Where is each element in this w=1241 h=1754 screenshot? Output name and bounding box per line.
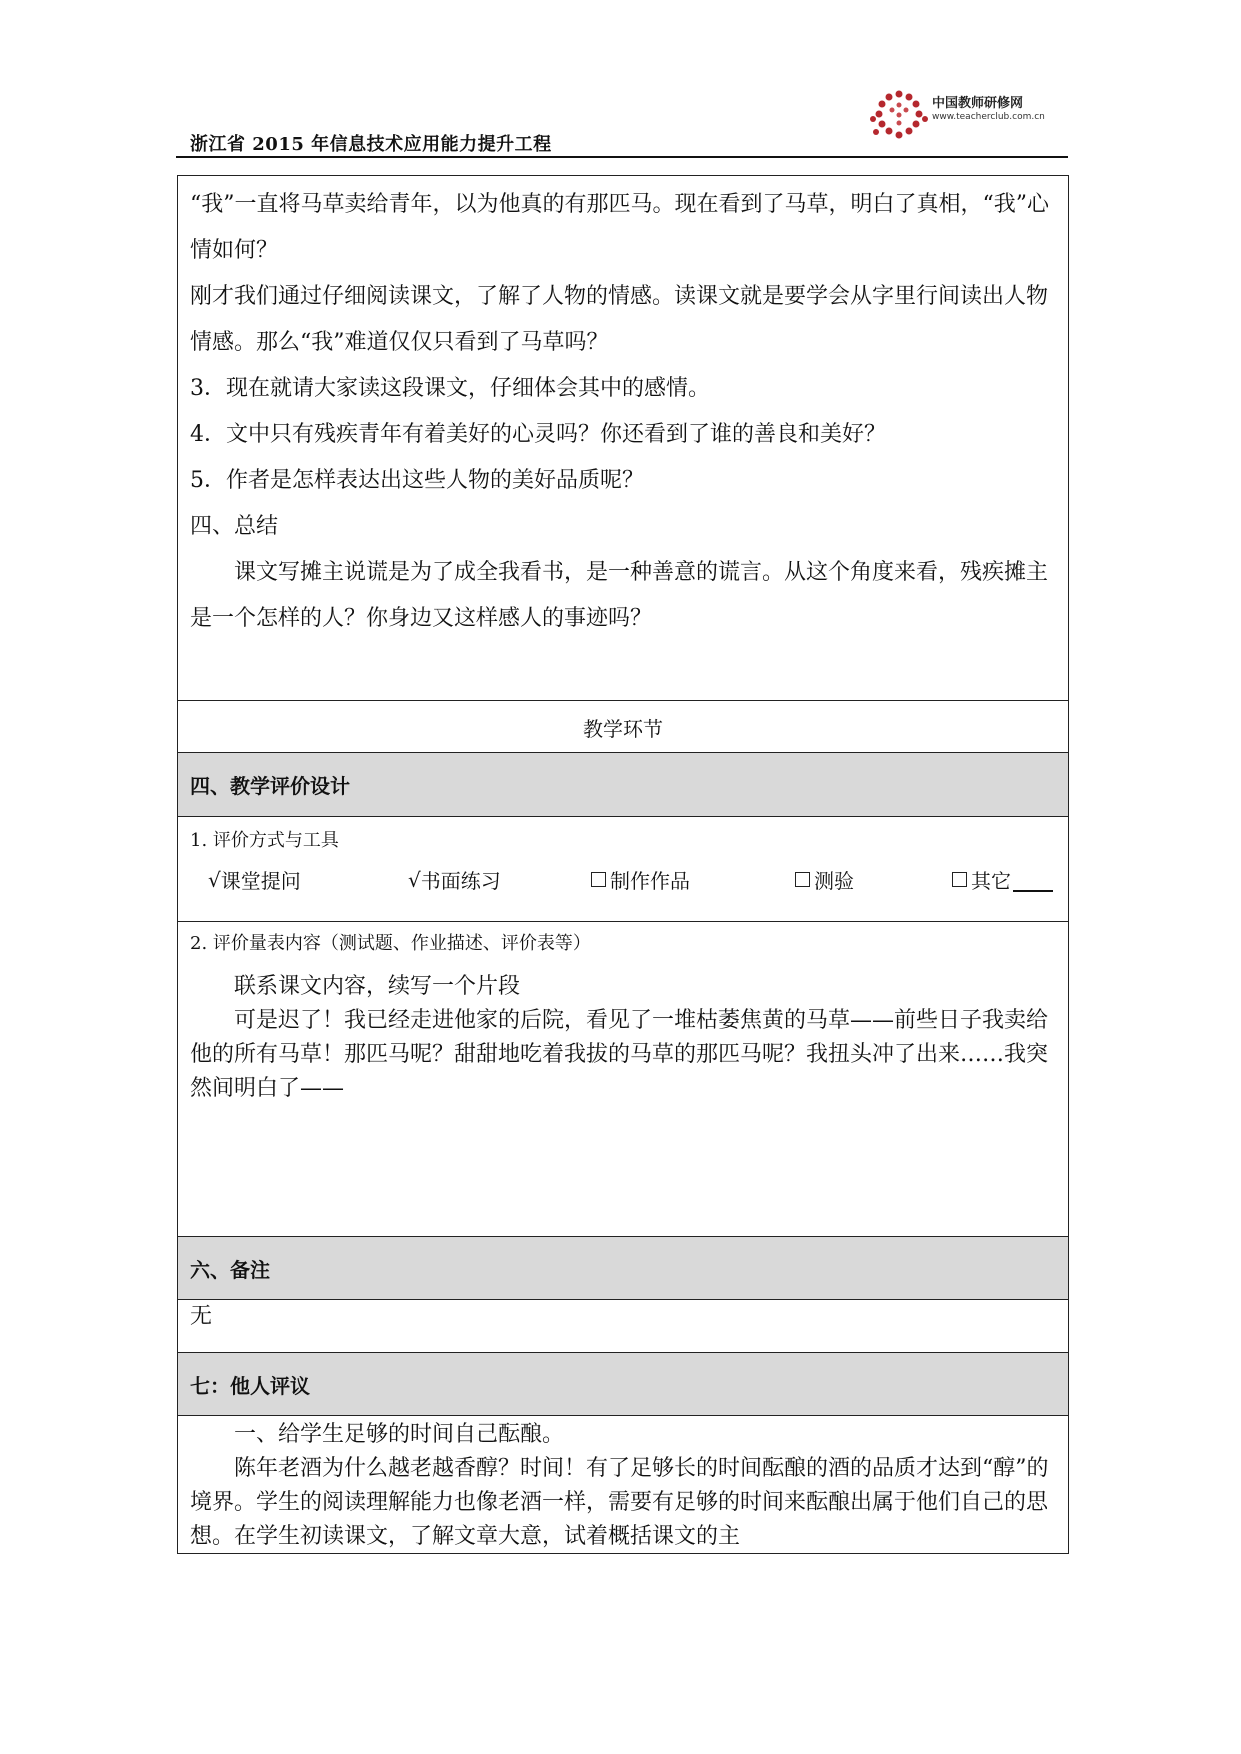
evaluation-scale-cell xyxy=(178,921,1068,1236)
content-heading: 四、总结 xyxy=(190,514,279,539)
comment-paragraph: 陈年老酒为什么越老越香醇？时间！有了足够长的时间酝酿的酒的品质才达到“醇”的境界。学生的阅读理解能力也像老酒一样，需要有足够的时间来酝酿出属于他们自己的思想。在学生初读课文，了解文章大意，试着概括课文的主 xyxy=(190,1456,1049,1549)
evaluation-title: 四、教学评价设计 xyxy=(190,774,350,798)
header-divider xyxy=(176,156,1068,158)
option-label: 测验 xyxy=(814,869,854,893)
other-blank-line xyxy=(1013,868,1053,892)
notes-text: 无 xyxy=(190,1304,213,1329)
document-header-title: 浙江省 2015 年信息技术应用能力提升工程 xyxy=(190,134,552,155)
content-paragraph: “我”一直将马草卖给青年，以为他真的有那匹马。现在看到了马草，明白了真相，“我”心情如何？ xyxy=(190,192,1049,263)
option-test xyxy=(795,865,854,894)
teaching-step-label: 教学环节 xyxy=(583,717,663,741)
option-other xyxy=(952,865,1053,894)
option-label: 制作作品 xyxy=(610,869,690,893)
evaluation-scale-label: 2. 评价量表内容（测试题、作业描述、评价表等） xyxy=(190,933,591,954)
logo-url: www.teacherclub.com.cn xyxy=(932,112,1045,122)
checkbox-empty-icon xyxy=(591,872,606,887)
option-label: 课堂提问 xyxy=(220,869,301,893)
content-paragraph: 3．现在就请大家读这段课文，仔细体会其中的感情。 xyxy=(190,376,710,401)
checkbox-empty-icon xyxy=(952,872,967,887)
notes-cell xyxy=(178,1299,1068,1352)
content-paragraph: 刚才我们通过仔细阅读课文，了解了人物的情感。读课文就是要学会从字里行间读出人物情感。那么“我”难道仅仅只看到了马草吗？ xyxy=(190,284,1049,355)
logo-dots-icon xyxy=(868,88,930,144)
lesson-content-cell xyxy=(178,176,1068,700)
comments-section-header xyxy=(178,1352,1068,1415)
comments-cell xyxy=(178,1415,1068,1553)
notes-section-header xyxy=(178,1236,1068,1299)
checkmark-icon: √ xyxy=(408,867,421,892)
checkbox-empty-icon xyxy=(795,872,810,887)
logo-name: 中国教师研修网 xyxy=(932,96,1024,111)
checkmark-icon: √ xyxy=(208,867,221,892)
option-written-exercise xyxy=(408,865,501,894)
option-label: 书面练习 xyxy=(420,869,501,893)
teaching-step-cell xyxy=(178,700,1068,752)
option-class-questioning xyxy=(208,865,301,894)
content-paragraph: 4．文中只有残疾青年有着美好的心灵吗？你还看到了谁的善良和美好？ xyxy=(190,422,886,447)
teacherclub-logo xyxy=(868,88,1048,148)
notes-title: 六、备注 xyxy=(190,1257,270,1282)
option-make-work xyxy=(591,865,690,894)
evaluation-method-cell xyxy=(178,816,1068,921)
evaluation-section-header xyxy=(178,752,1068,816)
evaluation-options xyxy=(178,859,1068,899)
lesson-plan-table xyxy=(177,175,1069,1554)
evaluation-method-label: 1. 评价方式与工具 xyxy=(190,830,339,851)
option-label: 其它 xyxy=(971,869,1011,893)
scale-paragraph: 可是迟了！我已经走进他家的后院，看见了一堆枯萎焦黄的马草——前些日子我卖给他的所有马草！那匹马呢？甜甜地吃着我拔的马草的那匹马呢？我扭头冲了出来……我突然间明白了—— xyxy=(190,1008,1049,1101)
scale-paragraph: 联系课文内容，续写一个片段 xyxy=(234,974,521,999)
comment-paragraph: 一、给学生足够的时间自己酝酿。 xyxy=(234,1422,565,1447)
content-paragraph: 5．作者是怎样表达出这些人物的美好品质呢？ xyxy=(190,468,644,493)
comments-title: 七：他人评议 xyxy=(190,1373,310,1398)
content-paragraph: 课文写摊主说谎是为了成全我看书，是一种善意的谎言。从这个角度来看，残疾摊主是一个怎样的人？你身边又这样感人的事迹吗？ xyxy=(190,560,1049,631)
